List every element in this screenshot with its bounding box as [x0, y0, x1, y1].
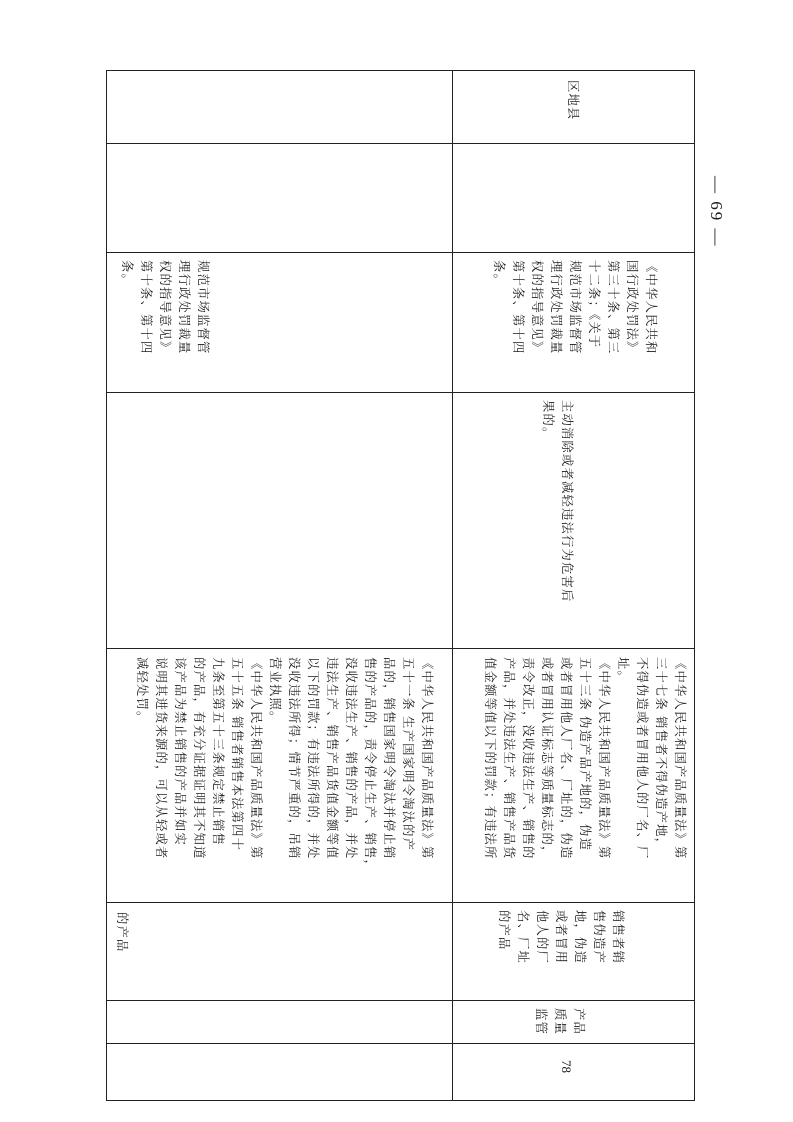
- basis-line: 以下的罚款；有违法所得的，并处: [306, 657, 320, 860]
- law-line: 条。: [120, 260, 134, 287]
- prev-basis-cell: [132, 657, 436, 873]
- item-cell: [494, 910, 627, 964]
- basis-line: 值金额等值以下的罚款；有违法所: [483, 657, 497, 860]
- basis-line: 营业执照。: [268, 657, 282, 725]
- circumstance-line: 果的。: [541, 400, 555, 441]
- law-line: 条。: [492, 260, 506, 287]
- col-line-item: [106, 902, 695, 903]
- row-divider: [452, 70, 453, 1101]
- table-border-top: [106, 70, 695, 71]
- basis-line: 没收违法生产、销售的产品，并处: [344, 657, 358, 860]
- law-line: 国行政处罚法》: [625, 260, 639, 355]
- region-cell: [563, 80, 582, 121]
- basis-line: 五十一条 生产国家明令淘汰的产: [401, 657, 415, 852]
- basis-line: 九条至第五十三条规定禁止销售: [211, 657, 225, 846]
- law-line: 规范市场监督管: [196, 260, 210, 355]
- basis-line: 售的产品的，责令停止生产、销售，: [363, 657, 377, 873]
- category-cell: [531, 1008, 588, 1035]
- law-line: 第十条、第十四: [511, 260, 525, 355]
- circumstance-cell: [538, 400, 576, 602]
- category-line: 监管: [534, 1008, 548, 1035]
- basis-line: 三十七条 销售者不得伪造产地，: [654, 657, 668, 852]
- category-line: 质量: [553, 1008, 567, 1035]
- basis-cell: [480, 657, 689, 859]
- basis-line: 减轻处罚。: [135, 657, 149, 725]
- law-line: 十二条；《关于: [587, 260, 601, 349]
- item-line: 地，伪造: [573, 910, 587, 964]
- region-label: 区地县: [566, 80, 580, 121]
- item-line: 售伪造产: [592, 910, 606, 964]
- basis-line: 品的，销售国家明令淘汰并停止销: [382, 657, 396, 860]
- basis-line: 《中华人民共和国产品质量法》第: [673, 657, 687, 860]
- law-line: 理行政处罚裁量: [177, 260, 191, 355]
- basis-line: 违法生产、销售产品货值金额等值: [325, 657, 339, 860]
- law-line: 权的指导意见》: [530, 260, 544, 355]
- basis-line: 址。: [616, 657, 630, 684]
- col-line-number: [106, 1043, 695, 1044]
- law-line: 《中华人民共和: [644, 260, 658, 355]
- circumstance-line: 主动消除或者减轻违法行为危害后: [560, 400, 574, 603]
- prev-item-line: 的产品: [115, 912, 129, 953]
- table-border-right: [694, 70, 695, 1101]
- basis-line: 该产品为禁止销售的产品并如实: [173, 657, 187, 846]
- basis-line: 《中华人民共和国产品质量法》第: [249, 657, 263, 860]
- law-line: 规范市场监督管: [568, 260, 582, 355]
- item-line: 名、厂址: [516, 910, 530, 964]
- col-line-penalty: [106, 143, 695, 144]
- basis-line: 或者冒用认证标志等质量标志的，: [540, 657, 554, 860]
- basis-line: 《中华人民共和国产品质量法》第: [597, 657, 611, 860]
- row-number: 78: [559, 1060, 574, 1073]
- item-line: 他人的厂: [535, 910, 549, 964]
- item-line: 的产品: [497, 910, 511, 951]
- prev-item-cell: [112, 912, 131, 953]
- col-line-basis: [106, 648, 695, 649]
- col-line-category: [106, 1000, 695, 1001]
- law-line: 理行政处罚裁量: [549, 260, 563, 355]
- basis-line: 五十五条 销售者销售本法第四十: [230, 657, 244, 852]
- prev-law-cell: [117, 260, 212, 354]
- category-line: 产品: [572, 1008, 586, 1035]
- col-line-circumstance: [106, 392, 695, 393]
- law-line: 权的指导意见》: [158, 260, 172, 355]
- basis-line: 说明其进货来源的，可以从轻或者: [154, 657, 168, 860]
- basis-line: 没收违法所得；情节严重的，吊销: [287, 657, 301, 860]
- law-cell: [489, 260, 660, 354]
- law-line: 第十条、第十四: [139, 260, 153, 355]
- basis-line: 或者冒用他人厂名、厂址的，伪造: [559, 657, 573, 860]
- table-border-left: [106, 70, 107, 1101]
- col-line-law: [106, 252, 695, 253]
- basis-line: 产品，并处违法生产、销售产品货: [502, 657, 516, 860]
- table-border-bottom: [106, 1100, 695, 1101]
- basis-line: 责令改正，没收违法生产、销售的: [521, 657, 535, 860]
- basis-line: 的产品，有充分证据证明其不知道: [192, 657, 206, 860]
- basis-line: 《中华人民共和国产品质量法》第: [420, 657, 434, 860]
- basis-line: 五十三条 伪造产品产地的，伪造: [578, 657, 592, 852]
- page-number: — 69 —: [707, 176, 726, 248]
- item-line: 或者冒用: [554, 910, 568, 964]
- item-line: 销售者销: [611, 910, 625, 964]
- law-line: 第三十条、第三: [606, 260, 620, 355]
- basis-line: 不得伪造或者冒用他人的厂名、厂: [635, 657, 649, 860]
